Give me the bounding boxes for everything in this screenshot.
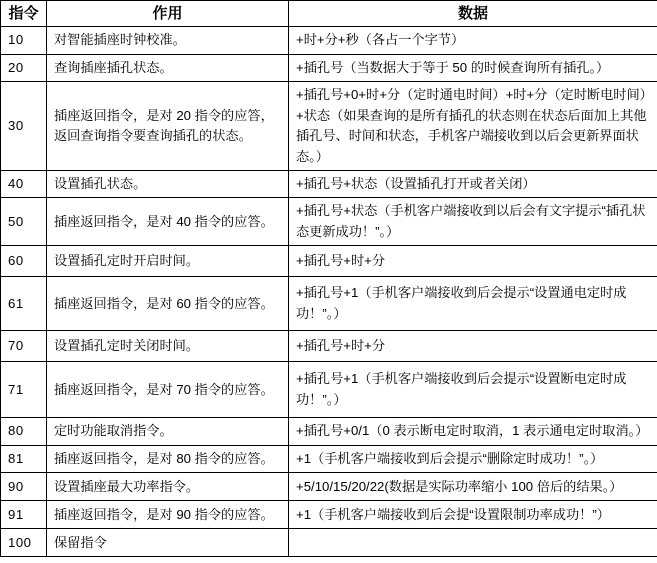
table-row — [1, 445, 657, 472]
column-header-command: 指令 — [1, 1, 47, 27]
cell-data: +5/10/15/20/22(数据是实际功率缩小 100 倍后的结果。） — [289, 473, 657, 501]
table-row — [1, 198, 657, 246]
table-row — [1, 246, 657, 277]
table-header — [1, 1, 657, 27]
cell-data: +1（手机客户端接收到后会提示“删除定时成功！”。） — [289, 445, 657, 472]
cell-function: 设置插座最大功率指令。 — [47, 473, 289, 501]
cell-function: 定时功能取消指令。 — [47, 418, 289, 445]
cell-command: 30 — [1, 82, 47, 171]
table-row — [1, 170, 657, 197]
cell-function: 设置插孔定时开启时间。 — [47, 246, 289, 277]
table-row — [1, 331, 657, 362]
table-header-row — [1, 1, 657, 27]
cell-function: 查询插座插孔状态。 — [47, 54, 289, 81]
table-body — [1, 27, 657, 557]
table-row — [1, 418, 657, 445]
cell-command: 20 — [1, 54, 47, 81]
cell-function: 插座返回指令，是对 70 指令的应答。 — [47, 362, 289, 418]
table-row — [1, 54, 657, 81]
cell-command: 90 — [1, 473, 47, 501]
cell-command: 50 — [1, 198, 47, 246]
table-row — [1, 27, 657, 54]
cell-command: 81 — [1, 445, 47, 472]
cell-function: 插座返回指令，是对 20 指令的应答，返回查询指令要查询插孔的状态。 — [47, 82, 289, 171]
cell-function: 对智能插座时钟校准。 — [47, 27, 289, 54]
column-header-data: 数据 — [289, 1, 657, 27]
table-row — [1, 362, 657, 418]
cell-data: +插孔号+1（手机客户端接收到后会提示“设置断电定时成功！”。） — [289, 362, 657, 418]
cell-data: +插孔号+状态（设置插孔打开或者关闭） — [289, 170, 657, 197]
cell-data: +1（手机客户端接收到后会提“设置限制功率成功！”） — [289, 501, 657, 529]
table-row — [1, 277, 657, 331]
cell-data: +插孔号+1（手机客户端接收到后会提示“设置通电定时成功！”。） — [289, 277, 657, 331]
cell-function: 插座返回指令，是对 60 指令的应答。 — [47, 277, 289, 331]
cell-data — [289, 529, 657, 557]
table-row — [1, 82, 657, 171]
cell-data: +插孔号+状态（手机客户端接收到以后会有文字提示“插孔状态更新成功！”。） — [289, 198, 657, 246]
cell-command: 80 — [1, 418, 47, 445]
cell-data: +插孔号+0/1（0 表示断电定时取消，1 表示通电定时取消。） — [289, 418, 657, 445]
cell-function: 插座返回指令，是对 80 指令的应答。 — [47, 445, 289, 472]
table-row — [1, 501, 657, 529]
cell-command: 70 — [1, 331, 47, 362]
table-row — [1, 529, 657, 557]
cell-command: 71 — [1, 362, 47, 418]
cell-function: 保留指令 — [47, 529, 289, 557]
cell-function: 设置插孔定时关闭时间。 — [47, 331, 289, 362]
cell-command: 100 — [1, 529, 47, 557]
cell-function: 插座返回指令，是对 90 指令的应答。 — [47, 501, 289, 529]
cell-data: +插孔号（当数据大于等于 50 的时候查询所有插孔。） — [289, 54, 657, 81]
cell-command: 61 — [1, 277, 47, 331]
table-row — [1, 473, 657, 501]
cell-command: 91 — [1, 501, 47, 529]
cell-command: 60 — [1, 246, 47, 277]
cell-command: 10 — [1, 27, 47, 54]
cell-command: 40 — [1, 170, 47, 197]
cell-data: +插孔号+时+分 — [289, 246, 657, 277]
cell-data: +时+分+秒（各占一个字节） — [289, 27, 657, 54]
cell-data: +插孔号+0+时+分（定时通电时间）+时+分（定时断电时间）+状态（如果查询的是所有插孔的状态则在状态后面加上其他插孔号、时间和状态，手机客户端接收到以后会更新界面状态。） — [289, 82, 657, 171]
cell-data: +插孔号+时+分 — [289, 331, 657, 362]
cell-function: 插座返回指令，是对 40 指令的应答。 — [47, 198, 289, 246]
cell-function: 设置插孔状态。 — [47, 170, 289, 197]
column-header-function: 作用 — [47, 1, 289, 27]
